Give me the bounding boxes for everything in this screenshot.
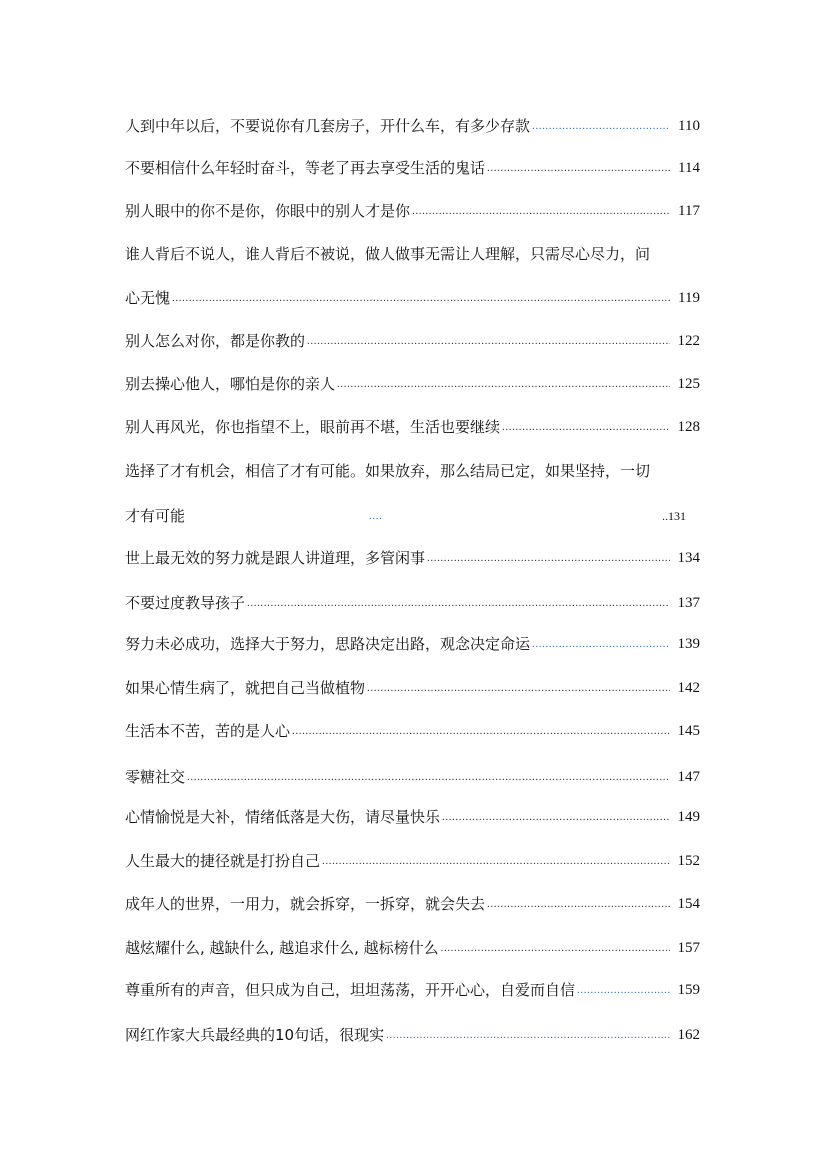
toc-entry-page: 119 — [678, 290, 700, 306]
toc-entry-page: 110 — [678, 118, 700, 134]
toc-entry-page: 142 — [677, 680, 700, 696]
toc-entry-title: 人到中年以后，不要说你有几套房子，开什么车，有多少存款 — [125, 117, 531, 135]
toc-entry-page: 154 — [677, 896, 700, 912]
toc-entry-page: 157 — [677, 940, 700, 956]
toc-entry[interactable] — [125, 587, 700, 613]
toc-entry-page: 122 — [677, 333, 700, 349]
toc-entry-title: 网红作家大兵最经典的10句话，很现实 — [125, 1026, 385, 1044]
toc-entry[interactable] — [125, 628, 700, 654]
table-of-contents — [125, 0, 705, 1170]
toc-entry[interactable] — [125, 411, 700, 437]
toc-entry-page: 134 — [677, 550, 700, 566]
toc-entry-title: 尊重所有的声音，但只成为自己，坦坦荡荡，开开心心，自爱而自信 — [125, 981, 576, 999]
toc-entry-title: 零糖社交 — [125, 768, 186, 786]
toc-entry-title: 越炫耀什么, 越缺什么, 越追求什么, 越标榜什么 — [125, 939, 439, 957]
dot-leader — [367, 682, 670, 694]
dot-leader — [532, 638, 670, 650]
dot-leader — [427, 552, 670, 564]
toc-entry-title-continued: 才有可能 — [125, 507, 186, 525]
toc-entry[interactable] — [125, 500, 700, 526]
toc-entry-title: 不要过度教导孩子 — [125, 594, 246, 612]
toc-entry-page: 137 — [677, 595, 700, 611]
toc-entry-title-continued: 心无愧 — [125, 289, 171, 307]
toc-entry[interactable] — [125, 715, 700, 741]
toc-entry[interactable] — [125, 195, 700, 221]
dot-leader — [487, 898, 670, 910]
toc-entry-title: 世上最无效的努力就是跟人讲道理，多管闲事 — [125, 549, 426, 567]
toc-entry-page: ..131 — [662, 509, 686, 523]
toc-entry-page: 149 — [677, 809, 700, 825]
toc-entry-title: 生活本不苦，苦的是人心 — [125, 722, 291, 740]
toc-entry-page: 139 — [677, 636, 700, 652]
dot-leader — [386, 1029, 670, 1041]
toc-entry-page: 117 — [678, 203, 700, 219]
toc-entry-page: 147 — [677, 769, 700, 785]
dot-leader — [369, 510, 383, 522]
toc-entry-page: 159 — [677, 982, 700, 998]
toc-entry-page: 125 — [677, 376, 700, 392]
toc-entry-line[interactable] — [125, 455, 700, 481]
toc-entry[interactable] — [125, 761, 700, 787]
dot-leader — [292, 725, 670, 737]
toc-entry-page: 128 — [677, 419, 700, 435]
toc-entry[interactable] — [125, 1019, 700, 1045]
toc-entry-page: 114 — [678, 160, 700, 176]
toc-entry[interactable] — [125, 368, 700, 394]
toc-entry-title: 谁人背后不说人，谁人背后不被说，做人做事无需让人理解，只需尽心尽力，问 — [125, 245, 651, 263]
toc-entry-title: 别去操心他人，哪怕是你的亲人 — [125, 375, 336, 393]
dot-leader — [441, 942, 670, 954]
toc-entry-title: 努力未必成功，选择大于努力，思路决定出路，观念决定命运 — [125, 635, 531, 653]
toc-entry[interactable] — [125, 325, 700, 351]
dot-leader — [247, 597, 670, 609]
toc-entry[interactable] — [125, 801, 700, 827]
toc-entry[interactable] — [125, 152, 700, 178]
dot-leader — [187, 771, 670, 783]
toc-entry-title: 成年人的世界，一用力，就会拆穿，一拆穿，就会失去 — [125, 895, 486, 913]
toc-entry-title: 别人怎么对你，都是你教的 — [125, 332, 306, 350]
toc-entry[interactable] — [125, 974, 700, 1000]
dot-leader — [322, 855, 670, 867]
toc-entry-title: 人生最大的捷径就是打扮自己 — [125, 852, 321, 870]
toc-entry[interactable] — [125, 888, 700, 914]
toc-entry-title: 如果心情生病了，就把自己当做植物 — [125, 679, 366, 697]
toc-entry[interactable] — [125, 932, 700, 958]
dot-leader — [307, 335, 670, 347]
toc-entry-page: 145 — [677, 723, 700, 739]
dot-leader — [442, 811, 670, 823]
dot-leader — [337, 378, 670, 390]
toc-entry-title: 别人眼中的你不是你，你眼中的别人才是你 — [125, 202, 411, 220]
toc-entry-title: 不要相信什么年轻时奋斗，等老了再去享受生活的鬼话 — [125, 159, 486, 177]
toc-entry[interactable] — [125, 282, 700, 308]
toc-entry-title: 别人再风光，你也指望不上，眼前再不堪，生活也要继续 — [125, 418, 501, 436]
toc-entry[interactable] — [125, 845, 700, 871]
dot-leader — [577, 984, 670, 996]
toc-entry-title: 心情愉悦是大补，情绪低落是大伤，请尽量快乐 — [125, 808, 441, 826]
toc-entry[interactable] — [125, 542, 700, 568]
toc-entry[interactable] — [125, 672, 700, 698]
dot-leader — [487, 162, 670, 174]
dot-leader — [502, 421, 670, 433]
toc-entry-page: 152 — [677, 853, 700, 869]
toc-entry-page: 162 — [677, 1027, 700, 1043]
toc-entry-line[interactable] — [125, 238, 700, 264]
dot-leader — [532, 120, 670, 132]
dot-leader — [172, 292, 670, 304]
toc-entry-title: 选择了才有机会，相信了才有可能。如果放弃，那么结局已定，如果坚持，一切 — [125, 462, 651, 480]
dot-leader — [412, 205, 670, 217]
toc-entry[interactable] — [125, 110, 700, 136]
